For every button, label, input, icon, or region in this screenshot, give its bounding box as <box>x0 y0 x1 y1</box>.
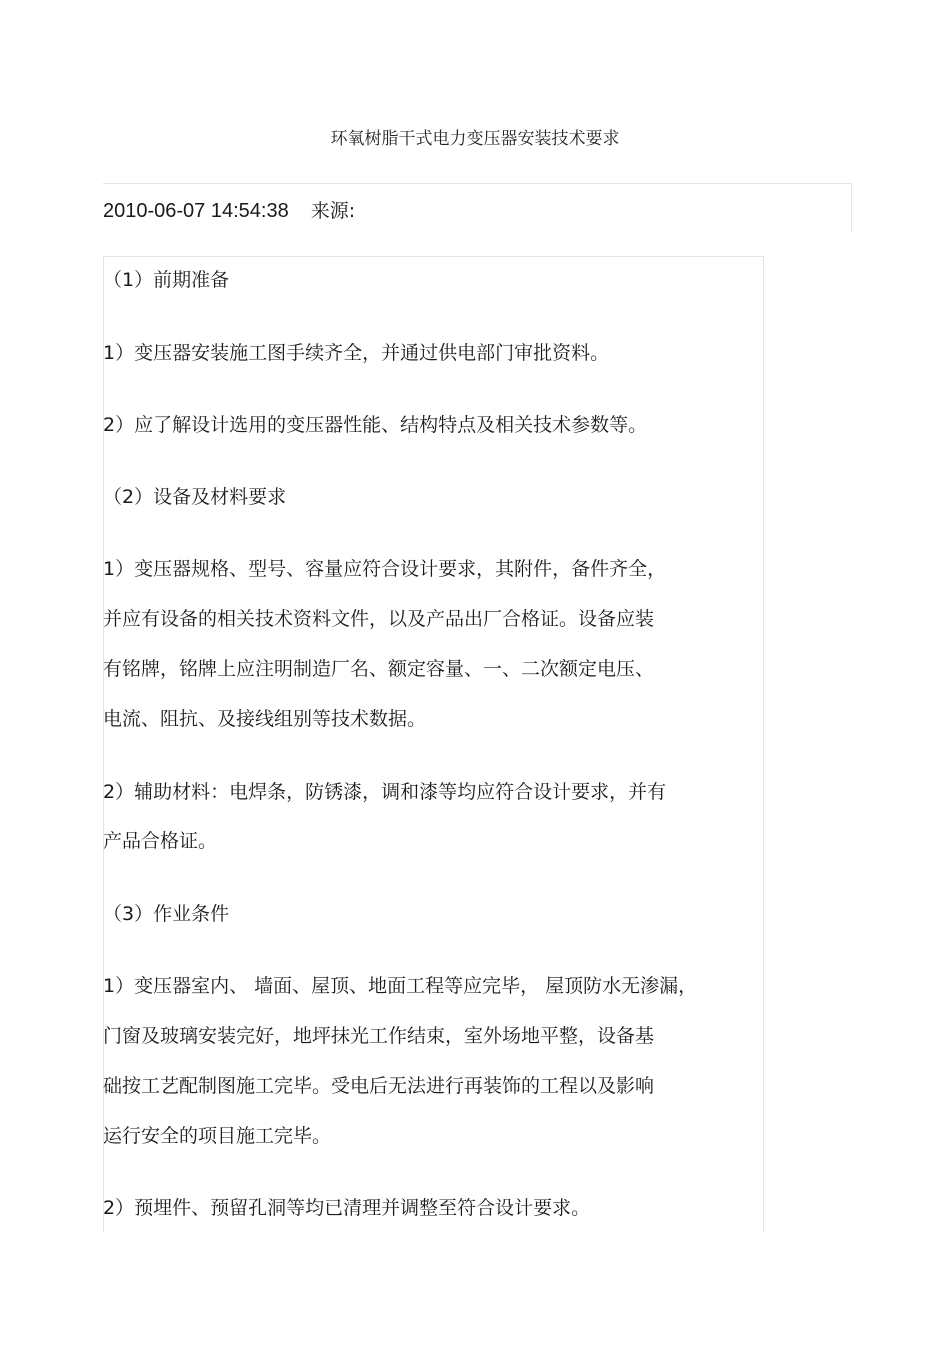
paragraph-line: 1）变压器室内、 墙面、屋顶、地面工程等应完毕， 屋顶防水无渗漏， <box>103 975 698 997</box>
section-heading: （3）作业条件 <box>103 903 230 925</box>
source-label: 来源: <box>310 200 356 222</box>
paragraph-line: 门窗及玻璃安装完好，地坪抹光工作结束，室外场地平整，设备基 <box>103 1025 655 1047</box>
meta-row <box>103 196 355 223</box>
document-title: 环氧树脂干式电力变压器安装技术要求 <box>330 129 620 149</box>
paragraph-line: 运行安全的项目施工完毕。 <box>103 1125 332 1147</box>
section-heading: （2）设备及材料要求 <box>103 486 287 508</box>
paragraph-line: 2）预埋件、预留孔洞等均已清理并调整至符合设计要求。 <box>103 1197 591 1219</box>
paragraph-line: 础按工艺配制图施工完毕。受电后无法进行再装饰的工程以及影响 <box>103 1075 655 1097</box>
paragraph-line: 1）变压器规格、型号、容量应符合设计要求，其附件，备件齐全， <box>103 558 667 580</box>
paragraph-line: 2）辅助材料：电焊条，防锈漆，调和漆等均应符合设计要求，并有 <box>103 781 667 803</box>
paragraph-line: 1）变压器安装施工图手续齐全，并通过供电部门审批资料。 <box>103 342 610 364</box>
paragraph-line: 有铭牌，铭牌上应注明制造厂名、额定容量、一、二次额定电压、 <box>103 658 655 680</box>
paragraph-line: 产品合格证。 <box>103 830 218 852</box>
paragraph-line: 2）应了解设计选用的变压器性能、结构特点及相关技术参数等。 <box>103 414 648 436</box>
publish-date: 2010-06-07 14:54:38 <box>103 200 289 222</box>
paragraph-line: 电流、阻抗、及接线组别等技术数据。 <box>103 708 427 730</box>
paragraph-line: 并应有设备的相关技术资料文件，以及产品出厂合格证。设备应装 <box>103 608 655 630</box>
section-heading: （1）前期准备 <box>103 269 230 291</box>
